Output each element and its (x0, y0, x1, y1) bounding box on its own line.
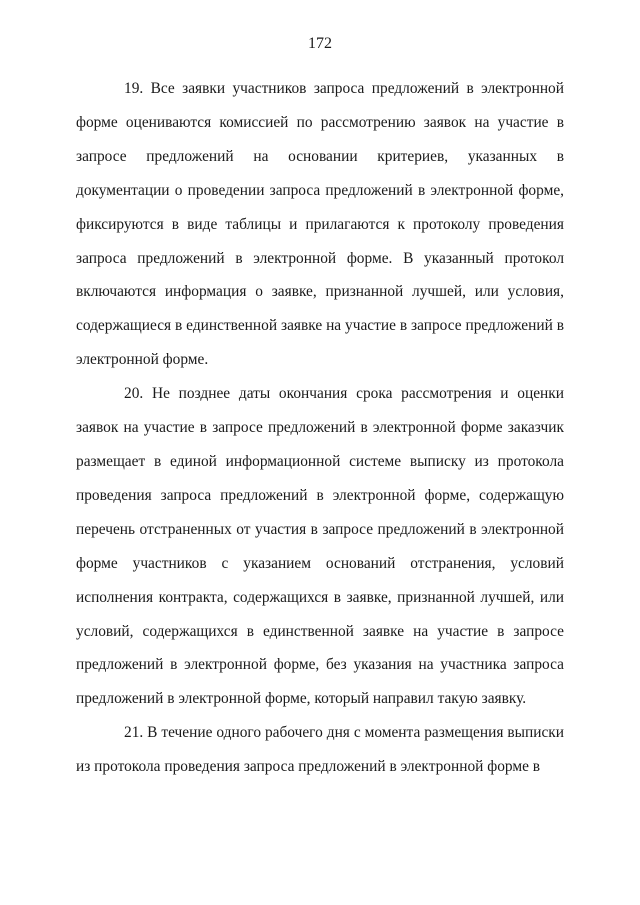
page-number: 172 (308, 35, 332, 52)
paragraph-21: 21. В течение одного рабочего дня с момента размещения выписки из протокола проведения запроса предложений в электронной форме в (76, 724, 564, 776)
document-body (76, 72, 564, 784)
paragraph-19: 19. Все заявки участников запроса предложений в электронной форме оцениваются комиссией по рассмотрению заявок на участие в запросе предложений на основании критериев, указанных в документации о проведении запроса предложений в электронной форме, фиксируются в виде таблицы и прилагаются к протоколу проведения запроса предложений в электронной форме. В указанный протокол включаются информация о заявке, признанной лучшей, или условия, содержащиеся в единственной заявке на участие в запросе предложений в электронной форме. (76, 80, 564, 369)
paragraph-20: 20. Не позднее даты окончания срока рассмотрения и оценки заявок на участие в запросе предложений в электронной форме заказчик размещает в единой информационной системе выписку из протокола проведения запроса предложений в электронной форме, содержащую перечень отстраненных от участия в запросе предложений в электронной форме участников с указанием оснований отстранения, условий исполнения контракта, содержащихся в заявке, признанной лучшей, или условий, содержащихся в единственной заявке на участие в запросе предложений в электронной форме, без указания на участника запроса предложений в электронной форме, который направил такую заявку. (76, 385, 564, 708)
